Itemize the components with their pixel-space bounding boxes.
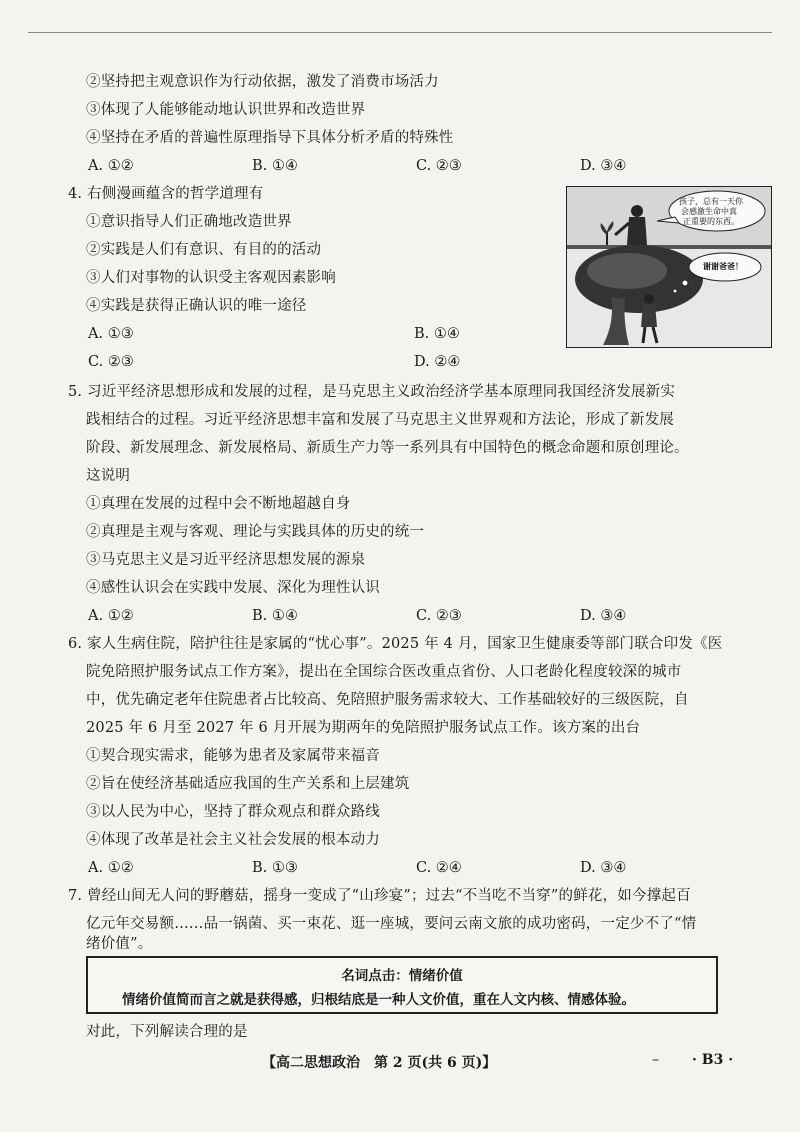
q6-option-d: D. ③④ [580,860,627,876]
q4-stem: 4. 右侧漫画蕴含的哲学道理有 [68,186,264,202]
q5-stem-line-2: 践相结合的过程。习近平经济思想丰富和发展了马克思主义世界观和方法论，形成了新发展 [86,412,674,428]
definition-text: 情绪价值简而言之就是获得感，归根结底是一种人文价值，重在人文内核、情感体验。 [122,992,635,1008]
q4-option-a: A. ①③ [88,326,134,342]
q5-option-d: D. ③④ [580,608,627,624]
bubble-bottom: 谢谢爸爸！ [703,262,743,271]
q6-stem-line-1: 6. 家人生病住院，陪护往往是家属的“忧心事”。2025 年 4 月，国家卫生健康委等部门联合印发《医 [68,636,723,652]
q4-option-c: C. ②③ [88,354,134,370]
definition-box [86,956,718,1014]
bubble-top-line-3: 正重要的东西。 [683,217,739,226]
q6-statement-3: ③以人民为中心，坚持了群众观点和群众路线 [86,804,380,820]
q6-statement-2: ②旨在使经济基础适应我国的生产关系和上层建筑 [86,776,410,792]
q6-option-c: C. ②④ [416,860,462,876]
q5-option-b: B. ①④ [252,608,298,624]
q4-statement-3: ③人们对事物的认识受主客观因素影响 [86,270,336,286]
q3-option-b: B. ①④ [252,158,298,174]
page-footer: 【高二思想政治 第 2 页(共 6 页)】 [262,1055,497,1071]
q4-statement-2: ②实践是人们有意识、有目的的活动 [86,242,322,258]
q5-stem-line-3: 阶段、新发展理念、新发展格局、新质生产力等一系列具有中国特色的概念命题和原创理论。 [86,440,689,456]
philosophy-cartoon [566,186,772,348]
q5-statement-3: ③马克思主义是习近平经济思想发展的源泉 [86,552,366,568]
bubble-top-line-1: 孩子，总有一天你 [679,197,743,206]
q5-statement-2: ②真理是主观与客观、理论与实践具体的历史的统一 [86,524,425,540]
q3-statement-2: ②坚持把主观意识作为行动依据，激发了消费市场活力 [86,74,439,90]
q6-statement-1: ①契合现实需求，能够为患者及家属带来福音 [86,748,380,764]
bubble-top-line-2: 会感激生命中真 [681,207,737,216]
definition-title: 名词点击：情绪价值 [341,968,463,984]
q7-stem-line-1: 7. 曾经山间无人问的野蘑菇，摇身一变成了“山珍宴”；过去“不当吃不当穿”的鲜花，如今撑起百 [68,888,691,904]
q6-stem-line-4: 2025 年 6 月至 2027 年 6 月开展为期两年的免陪照护服务试点工作。该方案的出台 [86,720,641,736]
q3-option-a: A. ①② [88,158,134,174]
q5-option-c: C. ②③ [416,608,462,624]
q6-stem-line-3: 中，优先确定老年住院患者占比较高、免陪照护服务需求较大、工作基础较好的三级医院，自 [86,692,689,708]
q5-stem-line-1: 5. 习近平经济思想形成和发展的过程，是马克思主义政治经济学基本原理同我国经济发展新实 [68,384,676,400]
q6-stem-line-2: 院免陪照护服务试点工作方案》，提出在全国综合医改重点省份、人口老龄化程度较深的城市 [86,664,682,680]
q4-option-d: D. ②④ [414,354,461,370]
q5-statement-4: ④感性认识会在实践中发展、深化为理性认识 [86,580,380,596]
q3-statement-3: ③体现了人能够能动地认识世界和改造世界 [86,102,366,118]
footer-dash: – [652,1052,659,1068]
q6-option-a: A. ①② [88,860,134,876]
q3-option-d: D. ③④ [580,158,627,174]
q3-option-c: C. ②③ [416,158,462,174]
q5-option-a: A. ①② [88,608,134,624]
q7-stem-line-3: 绪价值”。 [86,936,153,952]
q5-statement-1: ①真理在发展的过程中会不断地超越自身 [86,496,351,512]
q6-statement-4: ④体现了改革是社会主义社会发展的根本动力 [86,832,380,848]
q7-stem-line-2: 亿元年交易额……品一锅菌、买一束花、逛一座城，要问云南文旅的成功密码，一定少不了“情 [86,916,697,932]
q4-statement-4: ④实践是获得正确认识的唯一途径 [86,298,307,314]
q5-stem-line-4: 这说明 [86,468,131,484]
q6-option-b: B. ①③ [252,860,298,876]
q3-statement-4: ④坚持在矛盾的普遍性原理指导下具体分析矛盾的特殊性 [86,130,454,146]
q4-statement-1: ①意识指导人们正确地改造世界 [86,214,292,230]
q7-question-tail: 对此，下列解读合理的是 [86,1024,248,1040]
q4-option-b: B. ①④ [414,326,460,342]
footer-code: · B3 · [692,1052,734,1068]
